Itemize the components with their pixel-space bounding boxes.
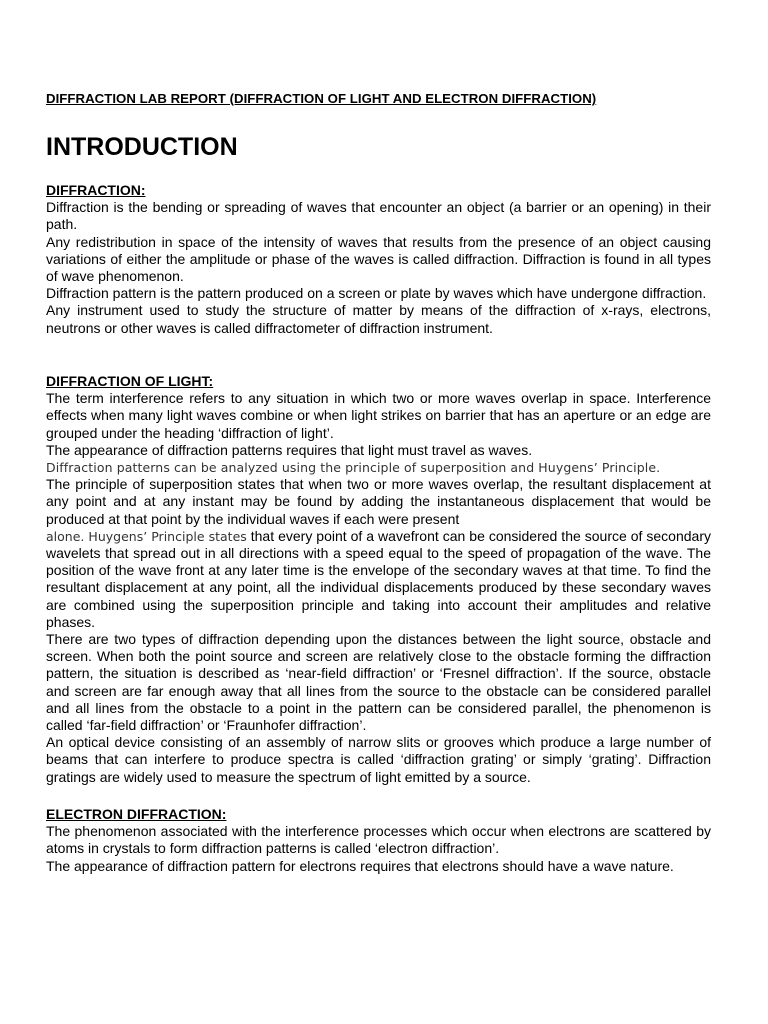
paragraph: The phenomenon associated with the interference processes which occur when electrons are scattered by atoms in crystals to form diffraction patterns is called ‘electron diffraction’. — [46, 823, 711, 857]
section-diffraction-of-light — [46, 373, 711, 786]
section-heading: DIFFRACTION: — [46, 182, 146, 198]
introduction-heading: INTRODUCTION — [46, 133, 238, 161]
huygens-lead-text: alone. Huygens’ Principle states — [46, 528, 247, 544]
huygens-body-text: that every point of a wavefront can be considered the source of secondary wavelets that spread out in all directions with a speed equal to the speed of propagation of the wave. The position of the wave front at any later time is the envelope of the secondary waves at that time. To find the resultant displacement at any point, all the individual displacements produced by these secondary waves are combined using the superposition principle and taking into account their amplitudes and relative phases. — [46, 527, 711, 630]
paragraph: Diffraction pattern is the pattern produced on a screen or plate by waves which have undergone diffraction. — [46, 285, 707, 302]
paragraph-huygens — [46, 528, 711, 631]
paragraph: An optical device consisting of an assembly of narrow slits or grooves which produce a large number of beams that can interfere to produce spectra is called ‘diffraction grating’ or simply ‘grating’. Diffraction gratings are widely used to measure the spectrum of light emitted by a source. — [46, 734, 711, 785]
paragraph: The appearance of diffraction patterns requires that light must travel as waves. — [46, 441, 533, 458]
paragraph: The principle of superposition states that when two or more waves overlap, the resultant displacement at any point and at any instant may be found by adding the instantaneous displacement that would be produced at that point by the individual waves if each were present — [46, 476, 711, 527]
paragraph: Diffraction patterns can be analyzed using the principle of superposition and Huygens’ Principle. — [46, 460, 661, 476]
paragraph: There are two types of diffraction depending upon the distances between the light source, obstacle and screen. When both the point source and screen are relatively close to the obstacle forming the diffraction pattern, the situation is described as ‘near-field diffraction’ or ‘Fresnel diffraction’. If the source, obstacle and screen are far enough away that all lines from the source to the obstacle can be considered parallel and all lines from the obstacle to a point in the pattern can be considered parallel, the phenomenon is called ‘far-field diffraction’ or ‘Fraunhofer diffraction’. — [46, 631, 711, 734]
paragraph: Diffraction is the bending or spreading of waves that encounter an object (a barrier or an opening) in their path. — [46, 199, 711, 233]
section-diffraction — [46, 182, 711, 337]
section-heading: DIFFRACTION OF LIGHT: — [46, 373, 214, 389]
document-title: DIFFRACTION LAB REPORT (DIFFRACTION OF LIGHT AND ELECTRON DIFFRACTION) — [46, 91, 597, 106]
section-heading: ELECTRON DIFFRACTION: — [46, 806, 227, 822]
paragraph: The appearance of diffraction pattern for electrons requires that electrons should have a wave nature. — [46, 857, 674, 874]
paragraph: Any redistribution in space of the intensity of waves that results from the presence of an object causing variations of either the amplitude or phase of the waves is called diffraction. Diffraction is found in all types of wave phenomenon. — [46, 233, 711, 285]
paragraph: Any instrument used to study the structure of matter by means of the diffraction of x-rays, electrons, neutrons or other waves is called diffractometer of diffraction instrument. — [46, 302, 711, 336]
paragraph: The term interference refers to any situation in which two or more waves overlap in space. Interference effects when many light waves combine or when light strikes on barrier that has an aperture or an edge are grouped under the heading ‘diffraction of light’. — [46, 390, 711, 441]
section-electron-diffraction — [46, 806, 711, 875]
